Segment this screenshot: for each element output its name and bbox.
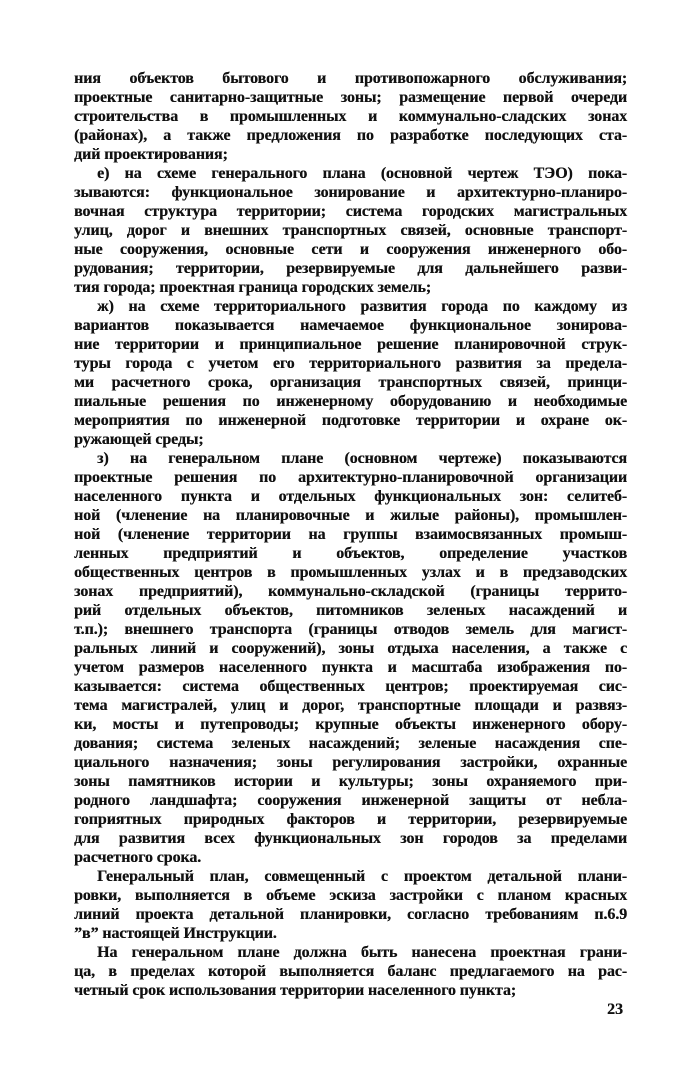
text-line: мероприятия по инженерной подготовке территории и охране ок-	[74, 412, 627, 429]
text-line: ровки, выполняется в объеме эскиза застройки с планом красных	[74, 887, 627, 904]
text-line: ральных линий и сооружений), зоны отдыха населения, а также с	[74, 640, 627, 657]
text-line: Генеральный план, совмещенный с проектом детальной плани-	[97, 868, 627, 885]
text-line: дий проектирования;	[74, 146, 228, 163]
text-line: ной (членение на планировочные и жилые районы), промышлен-	[74, 507, 627, 524]
paragraph	[74, 164, 627, 297]
paragraph	[74, 449, 627, 867]
text-line: расчетного срока.	[74, 849, 202, 866]
text-line: ружающей среды;	[74, 431, 204, 448]
text-line: вариантов показывается намечаемое функциональное зонирова-	[74, 317, 627, 334]
text-line: улиц, дорог и внешних транспортных связей, основные транспорт-	[74, 222, 627, 239]
text-line: строительства в промышленных и коммунально-сладских зонах	[74, 108, 627, 125]
page-number: 23	[607, 1001, 623, 1018]
text-line: е) на схеме генерального плана (основной чертеж ТЭО) пока-	[97, 165, 627, 182]
text-line: ж) на схеме территориального развития города по каждому из	[97, 298, 627, 315]
body-text	[74, 69, 627, 1000]
text-line: ми расчетного срока, организация транспортных связей, принци-	[74, 374, 627, 391]
text-line: ные сооружения, основные сети и сооружения инженерного обо-	[74, 241, 627, 258]
paragraph	[74, 943, 627, 1000]
text-line: дования; система зеленых насаждений; зеленые насаждения спе-	[74, 735, 627, 752]
text-line: родного ландшафта; сооружения инженерной защиты от небла-	[74, 792, 627, 809]
text-line: т.п.); внешнего транспорта (границы отводов земель для магист-	[74, 621, 627, 638]
text-line: проектные решения по архитектурно-планировочной организации	[74, 469, 627, 486]
text-line: (районах), а также предложения по разработке последующих ста-	[74, 127, 627, 144]
text-line: казывается: система общественных центров; проектируемая сис-	[74, 678, 627, 695]
text-line: вочная структура территории; система городских магистральных	[74, 203, 627, 220]
paragraph	[74, 297, 627, 449]
text-line: рудования; территории, резервируемые для дальнейшего разви-	[74, 260, 627, 277]
paragraph	[74, 69, 627, 164]
text-line: четный срок использования территории населенного пункта;	[74, 982, 516, 999]
text-line: проектные санитарно-защитные зоны; размещение первой очереди	[74, 89, 627, 106]
text-line: населенного пункта и отдельных функциональных зон: селитеб-	[74, 488, 627, 505]
text-line: ки, мосты и путепроводы; крупные объекты инженерного обору-	[74, 716, 627, 733]
text-line: тема магистралей, улиц и дорог, транспортные площади и развяз-	[74, 697, 627, 714]
text-line: общественных центров в промышленных узлах и в предзаводских	[74, 564, 627, 581]
text-line: ния объектов бытового и противопожарного обслуживания;	[74, 70, 627, 87]
text-line: ние территории и принципиальное решение планировочной струк-	[74, 336, 627, 353]
text-line: рий отдельных объектов, питомников зеленых насаждений и	[74, 602, 627, 619]
text-line: ной (членение территории на группы взаимосвязанных промыш-	[74, 526, 627, 543]
text-line: для развития всех функциональных зон городов за пределами	[74, 830, 627, 847]
text-line: циального назначения; зоны регулирования застройки, охранные	[74, 754, 627, 771]
text-line: линий проекта детальной планировки, согласно требованиям п.6.9	[74, 906, 627, 923]
text-line: пиальные решения по инженерному оборудованию и необходимые	[74, 393, 627, 410]
text-line: ”в” настоящей Инструкции.	[74, 925, 277, 942]
text-line: гоприятных природных факторов и территории, резервируемые	[74, 811, 627, 828]
text-line: тия города; проектная граница городских земель;	[74, 279, 431, 296]
text-line: На генеральном плане должна быть нанесена проектная грани-	[97, 944, 627, 961]
text-line: зываются: функциональное зонирование и архитектурно-планиро-	[74, 184, 627, 201]
text-line: ленных предприятий и объектов, определение участков	[74, 545, 627, 562]
text-line: учетом размеров населенного пункта и масштаба изображения по-	[74, 659, 627, 676]
paragraph	[74, 867, 627, 943]
text-line: туры города с учетом его территориального развития за предела-	[74, 355, 627, 372]
text-line: ца, в пределах которой выполняется баланс предлагаемого на рас-	[74, 963, 627, 980]
text-line: зонах предприятий), коммунально-складской (границы террито-	[74, 583, 627, 600]
text-line: з) на генеральном плане (основном чертеже) показываются	[97, 450, 627, 467]
text-line: зоны памятников истории и культуры; зоны охраняемого при-	[74, 773, 627, 790]
